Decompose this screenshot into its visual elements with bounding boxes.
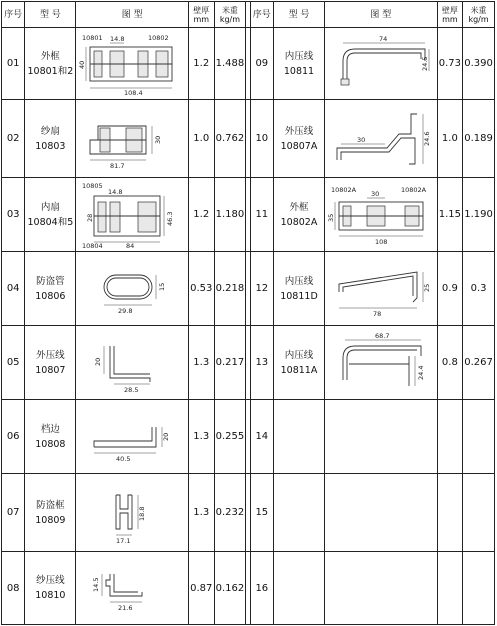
wall-cell: 0.53 — [189, 252, 215, 326]
figure-cell — [76, 252, 189, 326]
wall-cell — [437, 552, 463, 625]
model-cell — [25, 326, 76, 400]
weight-cell: 0.162 — [214, 552, 246, 625]
dim-label: 25 — [422, 283, 431, 292]
model-code: 10811 — [283, 65, 315, 77]
profile-spec-sheet — [1, 1, 495, 624]
dim-label: 21.6 — [118, 604, 133, 612]
header-weight — [214, 2, 246, 28]
model-name: 内压线 — [284, 275, 314, 287]
model-cell — [25, 100, 76, 178]
model-code: 10809 — [35, 514, 66, 526]
profile-drawing-10808 — [80, 407, 184, 467]
header-seq-right: 序号 — [250, 2, 273, 28]
model-name: 防盗框 — [36, 499, 65, 511]
seq-cell: 07 — [2, 474, 25, 552]
seq-cell: 03 — [2, 178, 25, 252]
model-cell — [25, 474, 76, 552]
model-code: 10801和2 — [27, 65, 74, 77]
figure-cell — [325, 178, 438, 252]
header-model: 型 号 — [25, 2, 76, 28]
dim-label: 10802A — [330, 185, 356, 194]
header-wall-right — [437, 2, 463, 28]
weight-cell: 0.3 — [463, 252, 495, 326]
model-code: 10807 — [35, 364, 66, 376]
dim-label: 108 — [374, 237, 388, 246]
model-code: 10802A — [280, 216, 318, 228]
header-wall-bottom: mm — [193, 14, 210, 24]
model-cell — [274, 252, 325, 326]
dim-label: 24.6 — [422, 131, 431, 146]
weight-cell: 0.217 — [214, 326, 246, 400]
model-code: 10803 — [35, 140, 66, 152]
dim-label: 24.5 — [420, 56, 429, 71]
dim-label: 14.5 — [92, 577, 101, 592]
model-cell — [274, 400, 325, 474]
table-row — [2, 326, 495, 400]
wall-cell: 1.0 — [437, 100, 463, 178]
header-wall-top: 壁厚 — [193, 5, 210, 15]
dim-label: 10802 — [148, 33, 169, 42]
seq-cell: 15 — [250, 474, 273, 552]
header-wall-top-right: 壁厚 — [441, 5, 458, 15]
seq-cell: 14 — [250, 400, 273, 474]
dim-label: 30 — [154, 135, 163, 144]
profile-drawing-10807a — [329, 104, 433, 174]
wall-cell: 0.8 — [437, 326, 463, 400]
seq-cell: 02 — [2, 100, 25, 178]
table-row — [2, 552, 495, 625]
figure-cell — [76, 552, 189, 625]
model-cell — [25, 400, 76, 474]
model-cell — [274, 326, 325, 400]
model-cell — [25, 252, 76, 326]
seq-cell: 06 — [2, 400, 25, 474]
weight-cell — [463, 474, 495, 552]
profile-drawing-10802a — [326, 182, 433, 248]
dim-label: 40.5 — [116, 454, 131, 463]
model-name: 防盗管 — [36, 275, 65, 287]
figure-cell — [76, 100, 189, 178]
header-weight-top-right: 米重 — [470, 5, 487, 15]
model-name: 内压线 — [284, 50, 314, 62]
dim-label: 10802A — [400, 185, 426, 194]
dim-label: 14.8 — [110, 34, 125, 43]
profile-drawing-10803 — [80, 106, 184, 172]
wall-cell: 1.3 — [189, 400, 215, 474]
profile-drawing-10806 — [80, 259, 184, 319]
dim-label: 18.8 — [138, 506, 147, 521]
profile-drawing-10811d — [329, 258, 433, 320]
weight-cell: 1.190 — [463, 178, 495, 252]
header-figure: 图 型 — [76, 2, 189, 28]
model-code: 10806 — [35, 290, 66, 302]
model-name: 外框 — [289, 201, 309, 213]
model-cell — [25, 28, 76, 100]
model-name: 外压线 — [36, 349, 65, 361]
seq-cell: 09 — [250, 28, 273, 100]
wall-cell: 1.0 — [189, 100, 215, 178]
table-row — [2, 178, 495, 252]
model-cell — [274, 178, 325, 252]
weight-cell: 1.180 — [214, 178, 246, 252]
figure-cell — [325, 252, 438, 326]
table-row — [2, 474, 495, 552]
figure-cell — [76, 178, 189, 252]
figure-cell — [325, 552, 438, 625]
model-name: 外压线 — [284, 125, 314, 137]
weight-cell: 0.255 — [214, 400, 246, 474]
table-row — [2, 100, 495, 178]
weight-cell — [463, 552, 495, 625]
wall-cell: 1.2 — [189, 28, 215, 100]
figure-cell — [325, 400, 438, 474]
wall-cell: 0.73 — [437, 28, 463, 100]
dim-label: 78 — [372, 309, 382, 318]
model-cell — [274, 28, 325, 100]
dim-label: 35 — [326, 213, 335, 222]
model-name: 纱压线 — [36, 575, 65, 586]
profile-drawing-10811a — [329, 330, 433, 396]
wall-cell — [437, 400, 463, 474]
dim-label: 108.4 — [124, 88, 143, 97]
header-weight-bottom-right: kg/m — [468, 14, 489, 24]
dim-label: 24.4 — [416, 365, 425, 380]
weight-cell: 0.218 — [214, 252, 246, 326]
table-row — [2, 252, 495, 326]
seq-cell: 11 — [250, 178, 273, 252]
weight-cell: 0.189 — [463, 100, 495, 178]
header-row — [2, 2, 495, 28]
model-cell — [274, 552, 325, 625]
wall-cell: 0.9 — [437, 252, 463, 326]
header-weight-bottom: kg/m — [219, 14, 241, 24]
profile-drawing-10804 — [80, 180, 184, 250]
profile-table — [1, 1, 495, 625]
wall-cell — [437, 474, 463, 552]
model-name: 内压线 — [284, 349, 314, 361]
model-name: 外框 — [40, 50, 60, 62]
dim-label: 10805 — [82, 181, 103, 190]
header-seq: 序号 — [2, 2, 25, 28]
dim-label: 20 — [94, 357, 103, 366]
dim-label: 15 — [158, 282, 167, 291]
dim-label: 46.3 — [166, 211, 175, 226]
profile-drawing-10811 — [329, 31, 433, 97]
profile-drawing-10801 — [80, 31, 184, 97]
dim-label: 29.8 — [118, 306, 133, 315]
figure-cell — [76, 28, 189, 100]
model-name: 纱扇 — [40, 125, 60, 137]
seq-cell: 16 — [250, 552, 273, 625]
profile-drawing-10807 — [80, 332, 184, 394]
model-code: 10807A — [280, 140, 318, 152]
model-name: 档边 — [40, 423, 60, 435]
figure-cell — [325, 28, 438, 100]
weight-cell: 0.267 — [463, 326, 495, 400]
model-cell — [274, 474, 325, 552]
model-code: 10808 — [35, 438, 66, 450]
dim-label: 81.7 — [110, 161, 125, 170]
figure-cell — [76, 400, 189, 474]
header-weight-right — [463, 2, 495, 28]
weight-cell: 0.232 — [214, 474, 246, 552]
model-cell — [25, 552, 76, 625]
model-code: 10804和5 — [27, 216, 74, 228]
dim-label: 74 — [378, 34, 388, 43]
model-name: 内扇 — [40, 201, 60, 213]
dim-label: 20 — [162, 432, 171, 441]
dim-label: 30 — [370, 189, 380, 198]
seq-cell: 10 — [250, 100, 273, 178]
dim-label: 28 — [86, 213, 95, 222]
figure-cell — [325, 326, 438, 400]
model-code: 10811A — [280, 364, 318, 376]
header-weight-top: 米重 — [221, 5, 238, 15]
figure-cell — [325, 100, 438, 178]
dim-label: 40 — [78, 60, 87, 69]
seq-cell: 08 — [2, 552, 25, 625]
weight-cell — [463, 400, 495, 474]
dim-label: 68.7 — [374, 331, 390, 340]
header-wall — [189, 2, 215, 28]
figure-cell — [76, 326, 189, 400]
weight-cell: 0.390 — [463, 28, 495, 100]
seq-cell: 13 — [250, 326, 273, 400]
header-wall-bottom-right: mm — [442, 14, 458, 24]
dim-label: 10804 — [82, 241, 103, 250]
table-row — [2, 400, 495, 474]
wall-cell: 1.3 — [189, 474, 215, 552]
table-row — [2, 28, 495, 100]
model-cell — [25, 178, 76, 252]
weight-cell: 0.762 — [214, 100, 246, 178]
header-figure-right: 图 型 — [325, 2, 438, 28]
weight-cell: 1.488 — [214, 28, 246, 100]
wall-cell: 0.87 — [189, 552, 215, 625]
dim-label: 84 — [126, 241, 135, 250]
seq-cell: 04 — [2, 252, 25, 326]
seq-cell: 05 — [2, 326, 25, 400]
profile-drawing-10810 — [80, 558, 184, 618]
figure-cell — [76, 474, 189, 552]
seq-cell: 01 — [2, 28, 25, 100]
seq-cell: 12 — [250, 252, 273, 326]
model-code: 10811D — [280, 290, 318, 302]
model-code: 10810 — [35, 590, 66, 601]
dim-label: 10801 — [82, 33, 103, 42]
profile-drawing-10809 — [80, 481, 184, 545]
dim-label: 28.5 — [124, 385, 139, 394]
figure-cell — [325, 474, 438, 552]
header-model-right: 型 号 — [274, 2, 325, 28]
wall-cell: 1.2 — [189, 178, 215, 252]
wall-cell: 1.15 — [437, 178, 463, 252]
dim-label: 17.1 — [116, 536, 131, 545]
dim-label: 14.8 — [108, 187, 123, 196]
dim-label: 30 — [356, 135, 366, 144]
model-cell — [274, 100, 325, 178]
wall-cell: 1.3 — [189, 326, 215, 400]
